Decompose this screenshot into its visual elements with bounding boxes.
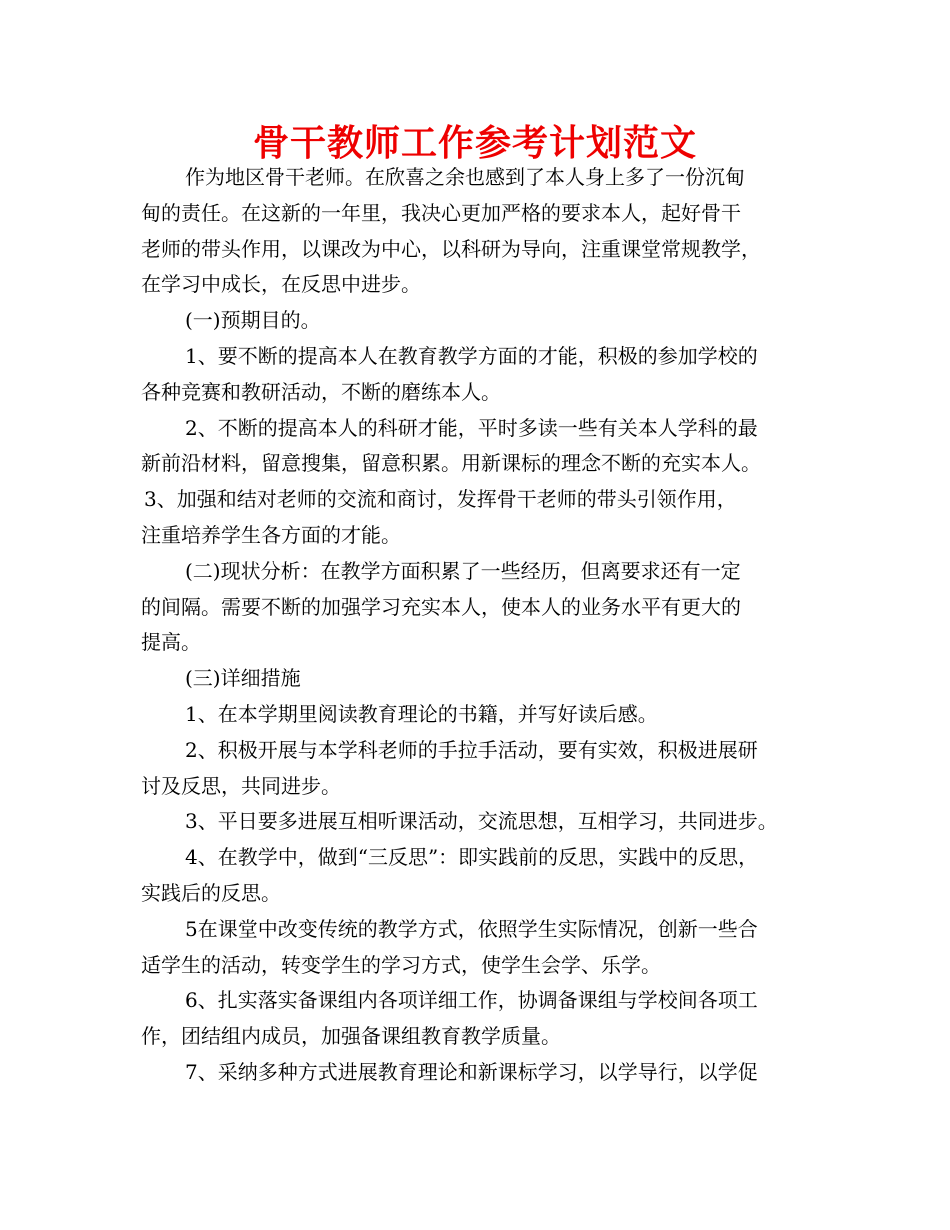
paragraph-line: 甸的责任。在这新的一年里，我决心更加严格的要求本人，起好骨干 xyxy=(141,200,741,225)
paragraph-line: 3、加强和结对老师的交流和商讨，发挥骨干老师的带头引领作用， xyxy=(144,487,737,512)
paragraph-line: 4、在教学中，做到“三反思”：即实践前的反思，实践中的反思， xyxy=(185,845,759,870)
section-heading: (二)现状分析：在教学方面积累了一些经历，但离要求还有一定 xyxy=(185,558,741,583)
paragraph-line: 在学习中成长，在反思中进步。 xyxy=(141,272,421,297)
document-title: 骨干教师工作参考计划范文 xyxy=(252,123,697,164)
paragraph-line: 适学生的活动，转变学生的学习方式，使学生会学、乐学。 xyxy=(141,952,661,977)
paragraph-line: 实践后的反思。 xyxy=(141,880,281,905)
section-heading: (一)预期目的。 xyxy=(185,308,321,333)
paragraph-line: 2、不断的提高本人的科研才能，平时多读一些有关本人学科的最 xyxy=(185,415,758,440)
paragraph-line: 讨及反思，共同进步。 xyxy=(141,773,341,798)
paragraph-line: 2、积极开展与本学科老师的手拉手活动，要有实效，积极进展研 xyxy=(185,737,758,762)
paragraph-line: 7、采纳多种方式进展教育理论和新课标学习，以学导行，以学促 xyxy=(185,1059,758,1084)
paragraph-line: 提高。 xyxy=(141,630,201,655)
paragraph-line: 各种竞赛和教研活动，不断的磨练本人。 xyxy=(141,379,501,404)
paragraph-line: 作，团结组内成员，加强备课组教育教学质量。 xyxy=(141,1024,561,1049)
paragraph-line: 3、平日要多进展互相听课活动，交流思想，互相学习，共同进步。 xyxy=(185,809,778,834)
paragraph-line: 1、在本学期里阅读教育理论的书籍，并写好读后感。 xyxy=(185,701,658,726)
paragraph-line: 作为地区骨干老师。在欣喜之余也感到了本人身上多了一份沉甸 xyxy=(185,165,745,189)
section-heading: (三)详细措施 xyxy=(185,666,301,691)
paragraph-line: 6、扎实落实备课组内各项详细工作，协调备课组与学校间各项工 xyxy=(185,988,758,1013)
paragraph-line: 注重培养学生各方面的才能。 xyxy=(141,522,401,547)
document-body xyxy=(141,160,821,1091)
paragraph-line: 的间隔。需要不断的加强学习充实本人，使本人的业务水平有更大的 xyxy=(141,594,741,619)
paragraph-line: 老师的带头作用，以课改为中心，以科研为导向，注重课堂常规教学， xyxy=(141,236,761,261)
paragraph-line: 5在课堂中改变传统的教学方式，依照学生实际情况，创新一些合 xyxy=(185,916,758,941)
paragraph-line: 1、要不断的提高本人在教育教学方面的才能，积极的参加学校的 xyxy=(185,343,758,368)
paragraph-line: 新前沿材料，留意搜集，留意积累。用新课标的理念不断的充实本人。 xyxy=(141,451,761,476)
